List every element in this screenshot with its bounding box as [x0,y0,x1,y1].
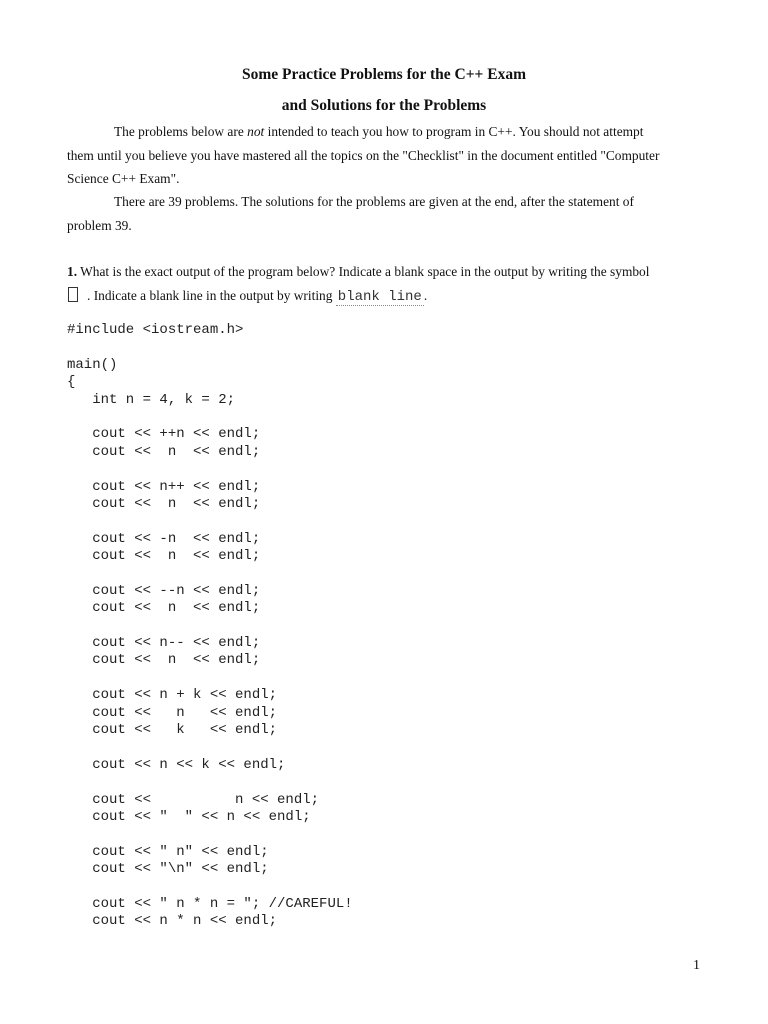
emphasis-not: not [247,124,265,139]
intro-paragraph-1 [67,120,707,191]
code-line: cout << --n << endl; [67,582,261,599]
code-line: { [67,374,76,391]
code-blank-line [67,618,353,635]
page-number: 1 [693,958,700,973]
intro-p2-line2: problem 39. [67,217,132,233]
code-line: cout << n << k << endl; [67,756,286,773]
problem-1-line1: 1. What is the exact output of the program below? Indicate a blank space in the output by writing the symbol [67,264,650,279]
code-line: cout << n << endl; [67,443,261,460]
code-blank-line [67,513,353,530]
code-line: cout << n + k << endl; [67,687,278,704]
code-line: cout << n << endl; [67,704,278,721]
code-blank-line [67,339,353,356]
intro-p1-line1: The problems below are not intended to teach you how to program in C++. You should not attempt [114,124,644,139]
code-line: cout << n << endl; [67,652,261,669]
code-line: main() [67,356,118,373]
blank-line-label: blank line [337,288,422,305]
code-line: cout << n << endl; [67,495,261,512]
code-line: cout << " n" << endl; [67,843,269,860]
code-line: cout << "\n" << endl; [67,861,269,878]
code-blank-line [67,774,353,791]
code-blank-line [67,879,353,896]
intro-p1-line2: them until you believe you have mastered all the topics on the "Checklist" in the document entitled "Computer [67,147,660,163]
blank-space-symbol-icon [68,287,78,302]
intro-p2-line1: There are 39 problems. The solutions for the problems are given at the end, after the statement of [114,194,634,209]
code-blank-line [67,826,353,843]
code-line: cout << k << endl; [67,721,278,738]
document-title: Some Practice Problems for the C++ Exam [242,66,526,83]
code-line: cout << ++n << endl; [67,426,261,443]
code-line: cout << n << endl; [67,548,261,565]
problem-1-line2: . Indicate a blank line in the output by writing blank line . [67,284,717,310]
document-subtitle: and Solutions for the Problems [281,97,487,114]
intro-p1-line3: Science C++ Exam". [67,171,180,186]
code-line: #include <iostream.h> [67,322,244,338]
code-line: cout << " " << n << endl; [67,808,311,825]
code-listing [67,322,353,931]
code-line: cout << " n * n = "; //CAREFUL! [67,895,353,912]
code-line: cout << n << endl; [67,600,261,617]
code-blank-line [67,739,353,756]
code-line: cout << n << endl; [67,791,320,808]
code-blank-line [67,461,353,478]
problem-1 [67,260,717,309]
code-blank-line [67,409,353,426]
code-line: cout << n * n << endl; [67,913,278,930]
problem-number: 1. [67,264,78,279]
code-line: cout << -n << endl; [67,530,261,547]
code-line: cout << n++ << endl; [67,478,261,495]
intro-paragraph-2 [67,190,707,237]
code-blank-line [67,565,353,582]
code-line: cout << n-- << endl; [67,635,261,652]
code-blank-line [67,670,353,687]
code-line: int n = 4, k = 2; [67,391,236,408]
